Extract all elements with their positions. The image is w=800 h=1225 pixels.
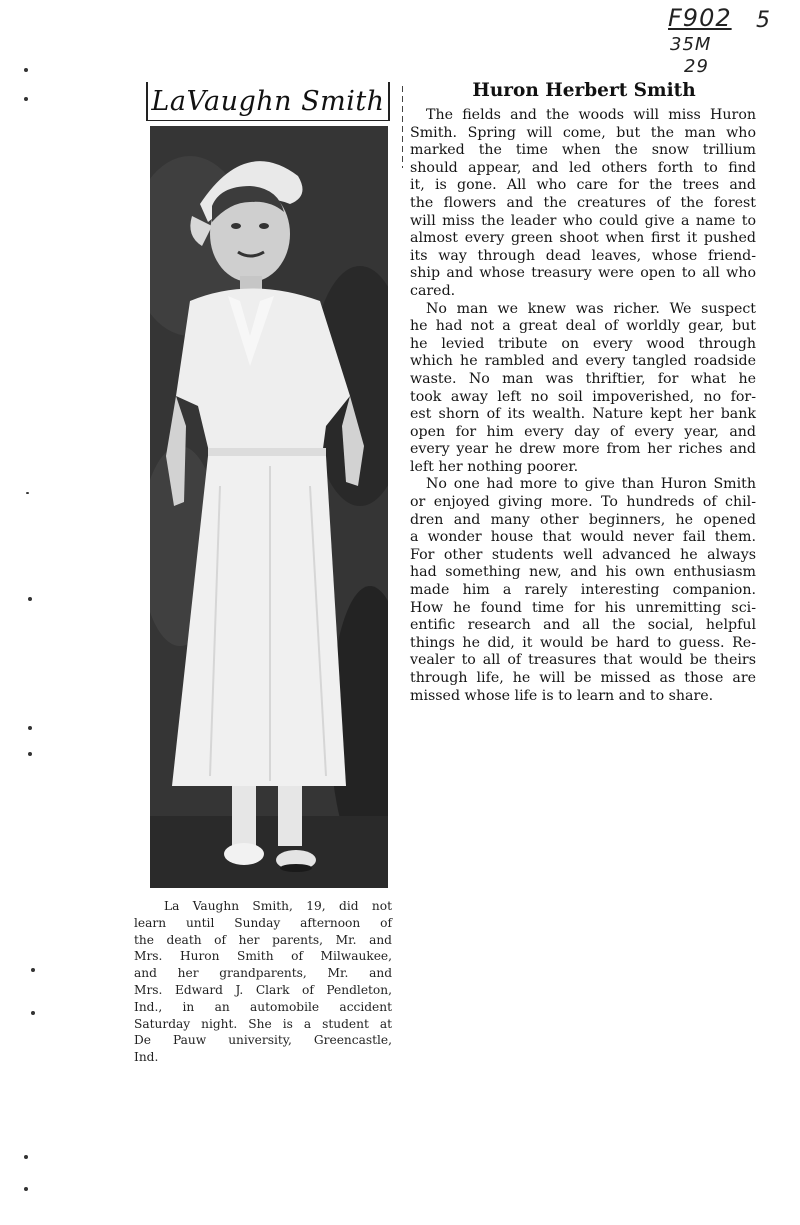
archive-code: F902 [668, 4, 732, 32]
article-line: its way through dead leaves, whose friend- [410, 247, 756, 264]
article-line: made him a rarely interesting companion. [410, 582, 756, 599]
article-paragraph-1 [410, 107, 756, 301]
caption-line: De Pauw university, Greencastle, [134, 1033, 392, 1048]
article-paragraph-2 [410, 301, 756, 477]
article-line: every year he drew more from her riches and [410, 441, 756, 458]
article-line: cared. [410, 282, 456, 299]
caption-line: Mrs. Edward J. Clark of Pendleton, [134, 982, 392, 997]
caption-line: Ind. [134, 1050, 159, 1065]
article-line: through life, he will be missed as those are [410, 670, 756, 686]
archive-page-number: 5 [756, 8, 771, 33]
portrait-photo [150, 126, 388, 888]
caption-line: Saturday night. She is a student at [134, 1016, 392, 1031]
photo-caption [134, 898, 392, 1066]
portrait-figure [150, 126, 388, 888]
article-line: marked the time when the snow trillium [410, 142, 756, 159]
article-line: vealer to all of treasures that would be theirs [410, 652, 756, 669]
margin-speck [26, 492, 29, 494]
article-line: should appear, and led others forth to find [410, 159, 756, 176]
margin-speck [28, 726, 32, 730]
name-banner [146, 82, 390, 121]
margin-speck [28, 597, 32, 601]
article-line: which he rambled and every tangled roadside [410, 353, 756, 370]
caption-line: La Vaughn Smith, 19, did not [164, 899, 392, 913]
article-line: entific research and all the social, helpful [410, 617, 756, 634]
caption-line: Ind., in an automobile accident [134, 999, 392, 1014]
margin-speck [31, 968, 35, 972]
column-divider [402, 86, 403, 168]
article-line: est shorn of its wealth. Nature kept her bank [410, 406, 756, 423]
banner-name: LaVaughn Smith [151, 85, 385, 117]
article-line: Smith. Spring will come, but the man who [410, 124, 756, 141]
article-line: dren and many other beginners, he opened [410, 511, 756, 528]
article-line: No one had more to give than Huron Smith [426, 476, 756, 493]
article-line: a wonder house that would never fail them. [410, 529, 756, 546]
article-line: the flowers and the creatures of the forest [410, 194, 756, 211]
caption-line: learn until Sunday afternoon of [134, 915, 392, 930]
archive-mark-line-two: 35M [670, 34, 712, 55]
article-paragraph-3 [410, 476, 756, 705]
margin-speck [24, 68, 28, 72]
article-line: ship and whose treasury were open to all who [410, 265, 756, 282]
margin-speck [24, 97, 28, 101]
article-headline: Huron Herbert Smith [472, 80, 696, 101]
article-line: The fields and the woods will miss Huron [426, 107, 756, 123]
margin-speck [24, 1155, 28, 1159]
margin-speck [28, 752, 32, 756]
margin-speck [31, 1011, 35, 1015]
article-line: almost every green shoot when first it pushed [410, 230, 756, 247]
caption-line: and her grandparents, Mr. and [134, 966, 392, 981]
article-line: No man we knew was richer. We suspect [426, 300, 756, 317]
article-line: took away left no soil impoverished, no for- [410, 388, 756, 405]
article-line: waste. No man was thriftier, for what he [410, 370, 756, 387]
article-line: it, is gone. All who care for the trees and [410, 177, 756, 194]
article-line: he had not a great deal of worldly gear, but [410, 318, 756, 335]
article-line: missed whose life is to learn and to share. [410, 687, 714, 704]
article-line: or enjoyed giving more. To hundreds of chil- [410, 494, 756, 511]
article-line: open for him every day of every year, and [410, 423, 756, 440]
article-line: left her nothing poorer. [410, 458, 579, 475]
article-line: will miss the leader who could give a name to [410, 212, 756, 229]
margin-speck [24, 1187, 28, 1191]
article-line: things he did, it would be hard to guess. Re- [410, 634, 756, 651]
article-body [410, 107, 756, 705]
article-line: had something new, and his own enthusiasm [410, 564, 756, 581]
archive-mark-line-three: 29 [684, 56, 709, 77]
article-line: For other students well advanced he always [410, 546, 756, 563]
caption-line: Mrs. Huron Smith of Milwaukee, [134, 949, 392, 964]
caption-line: the death of her parents, Mr. and [134, 932, 392, 947]
article-line: How he found time for his unremitting sci- [410, 599, 756, 616]
article-line: he levied tribute on every wood through [410, 335, 756, 352]
